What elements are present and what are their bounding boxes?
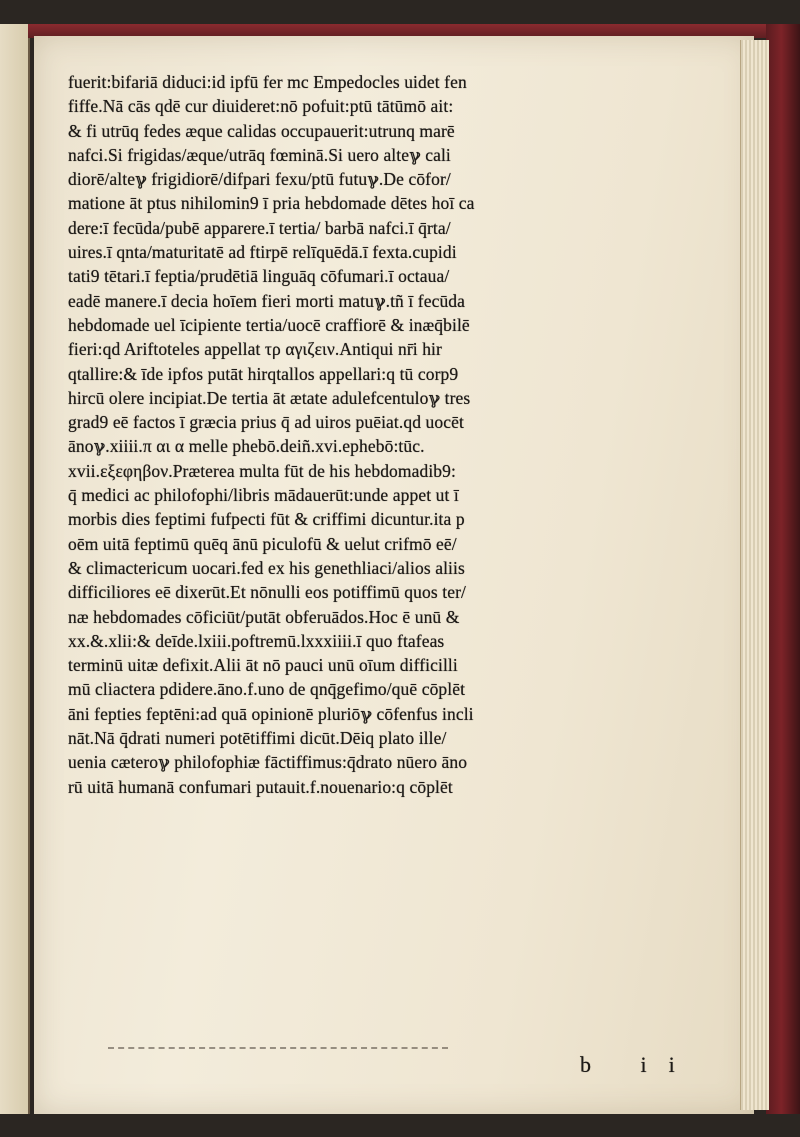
book-cover-side [766, 24, 800, 1114]
text-line: āni fepties feptēni:ad quā opinionē pluriōℽ cōfenfus incli [68, 703, 474, 724]
text-line: xx.&.xlii:& deīde.lxiii.poftremū.lxxxiiii.ī quo ftafeas [68, 630, 445, 651]
text-line: fiffe.Nā cās qdē cur diuideret:nō pofuit:ptū tātūmō ait: [68, 96, 454, 117]
page-stack-edge [740, 40, 769, 1110]
text-line: matione āt ptus nihilomin9 ī pria hebdomade dētes hoī ca [68, 193, 475, 214]
text-line: hircū olere incipiat.De tertia āt ætate adulefcentuloℽ tres [68, 387, 471, 408]
text-line: nafci.Si frigidas/æque/utrāq fœminā.Si uero alteℽ cali [68, 144, 451, 165]
text-block [68, 70, 728, 799]
text-line: terminū uitæ defixit.Alii āt nō pauci unū oīum difficilli [68, 655, 458, 676]
text-line: uires.ī qnta/maturitatē ad ftirpē relīquēdā.ī fexta.cupidi [68, 242, 457, 263]
text-line: fieri:qd Ariftoteles appellat τρ αγιζειν.Antiqui nr̄i hir [68, 339, 442, 360]
text-line: oēm uitā feptimū quēq ānū piculofū & uelut crifmō eē/ [68, 533, 457, 554]
text-line: difficiliores eē dixerūt.Et nōnulli eos potiffimū quos ter/ [68, 582, 466, 603]
text-line: rū uitā humanā confumari putauit.f.nouenario:q cōplēt [68, 776, 453, 797]
text-line: uenia cæteroℽ philofophiæ fāctiffimus:q̄drato nūero āno [68, 752, 468, 773]
text-line: & fi utrūq fedes æque calidas occupauerit:utrunq marē [68, 120, 455, 141]
text-line: næ hebdomades cōficiūt/putāt obferuādos.Hoc ē unū & [68, 606, 460, 627]
text-line: grad9 eē factos ī græcia prius q̄ ad uiros puēiat.qd uocēt [68, 412, 464, 433]
text-line: eadē manere.ī decia hoīem fieri morti matuℽ.tñ ī fecūda [68, 290, 466, 311]
text-line: mū cliactera pdidere.āno.f.uno de qnq̄gefimo/quē cōplēt [68, 679, 466, 700]
text-line: ānoℽ.xiiii.π αι α melle phebō.deiñ.xvi.ephebō:tūc. [68, 436, 425, 457]
text-line: diorē/alteℽ frigidiorē/difpari fexu/ptū futuℽ.De cōfor/ [68, 169, 451, 190]
text-line: xvii.εξεφηβον.Præterea multa fūt de his hebdomadib9: [68, 460, 456, 481]
text-line: nāt.Nā q̄drati numeri potētiffimi dicūt.Dēiq plato ille/ [68, 728, 447, 749]
text-line: fuerit:bifariā diduci:id ipfū fer mc Empedocles uidet fen [68, 72, 467, 92]
ink-smudge [108, 1045, 448, 1049]
text-line: morbis dies feptimi fufpecti fūt & criffimi dicuntur.ita p [68, 509, 465, 530]
text-line: qtallire:& īde ipfos putāt hirqtallos appellari:q tū corp9 [68, 363, 459, 384]
text-line: q̄ medici ac philofophi/libris mādauerūt:unde appet ut ī [68, 485, 459, 506]
text-line: & climactericum uocari.fed ex his genethliaci/alios aliis [68, 557, 465, 578]
text-line: hebdomade uel īcipiente tertia/uocē craffiorē & inæq̄bilē [68, 314, 470, 335]
left-page-edge [0, 24, 30, 1114]
text-line: tati9 tētari.ī feptia/prudētiā linguāq cōfumari.ī octaua/ [68, 266, 450, 287]
text-line: dere:ī fecūda/pubē apparere.ī tertia/ barbā nafci.ī q̄rta/ [68, 217, 451, 238]
signature-mark: b ii [580, 1052, 697, 1077]
